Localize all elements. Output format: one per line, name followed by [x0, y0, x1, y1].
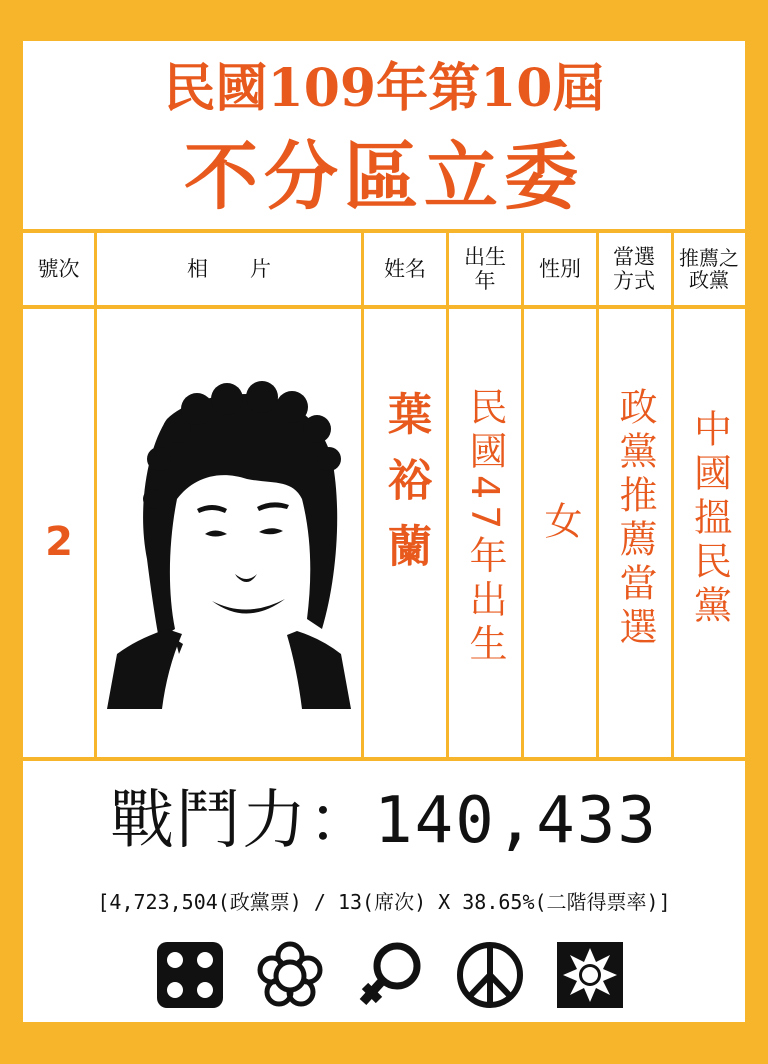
ballot-card — [23, 41, 745, 1022]
candidate-name: 葉裕蘭 — [380, 391, 431, 589]
gender-cell — [524, 311, 596, 757]
candidate-party: 中國搵民黨 — [687, 409, 732, 629]
header-gender: 性別 — [539, 257, 581, 281]
header-party: 推薦之政黨 — [679, 246, 739, 292]
flower-icon — [255, 940, 325, 1010]
portrait-illustration — [97, 309, 361, 757]
header-number: 號次 — [37, 257, 80, 281]
sun-icon — [555, 940, 625, 1010]
title-line1: 民國109年第10屆 — [163, 58, 605, 119]
header-photo: 相 片 — [187, 257, 271, 281]
party-cell — [674, 311, 745, 757]
table-bottom-line — [23, 757, 745, 761]
candidate-birth: 民國47年出生 — [463, 387, 507, 668]
candidate-method: 政黨推薦當選 — [613, 387, 657, 651]
title-line2: 不分區立委 — [184, 134, 584, 220]
dice-four-icon — [155, 940, 225, 1010]
header-name: 姓名 — [384, 257, 426, 281]
header-birth: 出生年 — [464, 245, 506, 293]
peace-icon — [455, 940, 525, 1010]
icon-row — [155, 936, 625, 1014]
female-symbol-icon — [355, 940, 425, 1010]
candidate-gender: 女 — [538, 501, 582, 545]
header-method: 當選方式 — [613, 245, 655, 293]
name-cell — [364, 311, 446, 757]
birth-cell — [449, 311, 521, 757]
candidate-photo — [97, 309, 361, 757]
combat-power: 戰鬥力：140,433 — [110, 784, 658, 858]
candidate-number: 2 — [45, 519, 73, 565]
method-cell — [599, 311, 671, 757]
power-formula: [4,723,504(政黨票) / 13(席次) X 38.65%(二階得票率)] — [97, 890, 671, 914]
